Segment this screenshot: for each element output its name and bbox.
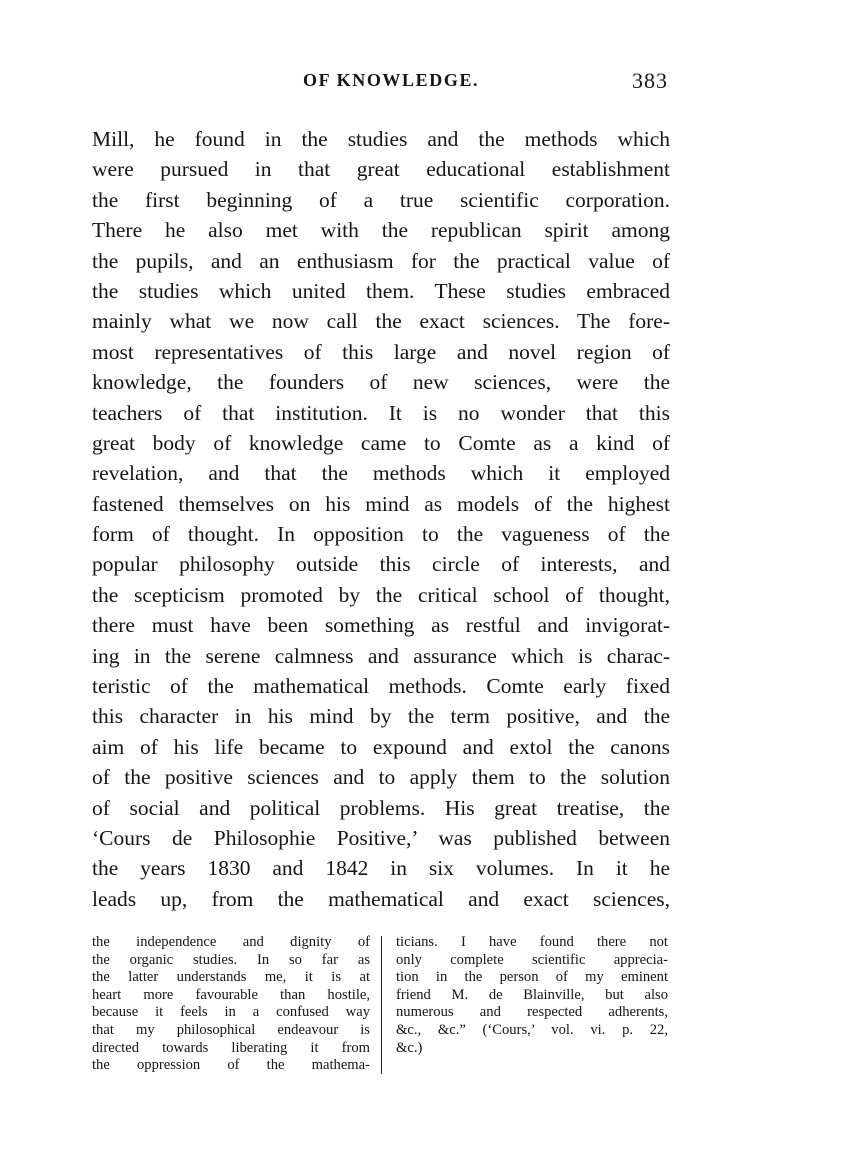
body-line: popular philosophy outside this circle of interests, and: [92, 552, 670, 577]
body-line: revelation, and that the methods which it employed: [92, 461, 670, 486]
body-line: aim of his life became to expound and extol the canons: [92, 734, 670, 759]
page-header: [92, 70, 670, 100]
body-line: there must have been something as restful and invigorat-: [92, 613, 670, 638]
footnotes: [92, 934, 670, 1079]
body-line: the years 1830 and 1842 in six volumes. In it he: [92, 856, 670, 881]
footnote-line: directed towards liberating it from: [92, 1039, 370, 1056]
body-line: the scepticism promoted by the critical school of thought,: [92, 582, 670, 607]
body-line: of social and political problems. His great treatise, the: [92, 795, 670, 820]
footnote-line: the latter understands me, it is at: [92, 969, 370, 986]
body-line: leads up, from the mathematical and exact sciences,: [92, 886, 670, 911]
footnote-line: tion in the person of my eminent: [396, 969, 668, 986]
body-line: great body of knowledge came to Comte as a kind of: [92, 430, 670, 455]
page-number: 383: [632, 68, 668, 93]
body-line: form of thought. In opposition to the vagueness of the: [92, 522, 670, 547]
footnote-line: because it feels in a confused way: [92, 1004, 370, 1021]
body-line: the first beginning of a true scientific corporation.: [92, 187, 670, 212]
body-line: There he also met with the republican spirit among: [92, 218, 670, 243]
footnote-line: &c., &c.” (‘Cours,’ vol. vi. p. 22,: [396, 1021, 668, 1038]
footnote-line: friend M. de Blainville, but also: [396, 986, 668, 1003]
body-line: most representatives of this large and novel region of: [92, 339, 670, 364]
body-line: the studies which united them. These studies embraced: [92, 278, 670, 303]
footnote-line: heart more favourable than hostile,: [92, 986, 370, 1003]
footnote-line: only complete scientific apprecia-: [396, 951, 668, 968]
body-line: ing in the serene calmness and assurance which is charac-: [92, 643, 670, 668]
body-line: this character in his mind by the term positive, and the: [92, 704, 670, 729]
body-line: knowledge, the founders of new sciences, were the: [92, 370, 670, 395]
body-line: ‘Cours de Philosophie Positive,’ was published between: [92, 825, 670, 850]
body-line: teristic of the mathematical methods. Comte early fixed: [92, 674, 670, 699]
body-line: teachers of that institution. It is no wonder that this: [92, 400, 670, 425]
body-line: of the positive sciences and to apply them to the solution: [92, 765, 670, 790]
footnote-line: &c.): [396, 1039, 423, 1056]
footnote-line: the independence and dignity of: [92, 934, 370, 950]
column-divider: [381, 936, 382, 1074]
footnote-column-right: [396, 934, 668, 1057]
body-line: the pupils, and an enthusiasm for the practical value of: [92, 248, 670, 273]
footnote-line: the oppression of the mathema-: [92, 1057, 370, 1074]
body-line: mainly what we now call the exact sciences. The fore-: [92, 309, 670, 334]
footnote-line: that my philosophical endeavour is: [92, 1021, 370, 1038]
body-line: were pursued in that great educational establishment: [92, 157, 670, 182]
footnote-line: the organic studies. In so far as: [92, 951, 370, 968]
footnote-line: ticians. I have found there not: [396, 934, 668, 950]
footnote-column-left: [92, 934, 370, 1075]
body-text: [92, 124, 670, 914]
footnote-line: numerous and respected adherents,: [396, 1004, 668, 1021]
body-line: Mill, he found in the studies and the methods which: [92, 127, 670, 151]
body-line: fastened themselves on his mind as models of the highest: [92, 491, 670, 516]
running-head: OF KNOWLEDGE.: [303, 70, 480, 90]
